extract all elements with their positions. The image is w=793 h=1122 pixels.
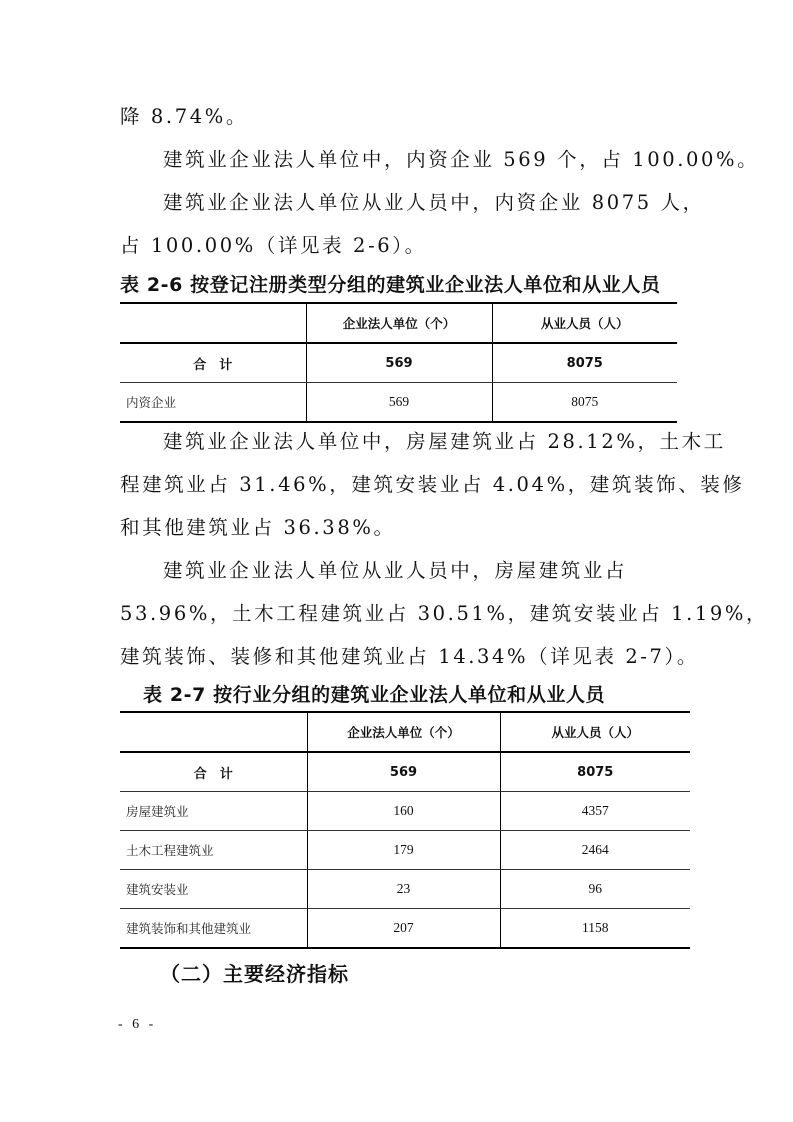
row-units: 160 [307,792,500,831]
section-heading: （二）主要经济指标 [160,962,349,986]
table-row [120,831,690,870]
header-cell-employees: 从业人员（人） [500,712,690,752]
paragraph-line: 和其他建筑业占 36.38%。 [120,516,396,539]
row-units: 569 [306,383,492,423]
table-total-row [120,343,677,383]
paragraph-line: 建筑业企业法人单位中，房屋建筑业占 28.12%，土木工 [163,430,726,453]
page-number: - 6 - [118,1017,157,1032]
paragraph-line: 降 8.74%。 [120,105,248,128]
paragraph-line: 53.96%，土木工程建筑业占 30.51%，建筑安装业占 1.19%， [120,602,769,625]
table-row [120,870,690,909]
paragraph-line: 建筑业企业法人单位从业人员中，内资企业 8075 人， [163,191,705,214]
header-cell-empty [120,303,306,343]
row-employees: 2464 [500,831,690,870]
header-cell-units: 企业法人单位（个） [306,303,492,343]
table-2-7 [120,711,690,949]
paragraph-line: 程建筑业占 31.46%，建筑安装业占 4.04%，建筑装饰、装修 [120,473,745,496]
row-units: 179 [307,831,500,870]
table-header-row [120,712,690,752]
total-units: 569 [306,343,492,383]
paragraph-line: 占 100.00%（详见表 2-6）。 [120,234,427,257]
row-label: 土木工程建筑业 [120,831,307,870]
row-employees: 4357 [500,792,690,831]
row-label: 内资企业 [120,383,306,423]
row-label: 建筑安装业 [120,870,307,909]
total-employees: 8075 [500,752,690,792]
row-label: 房屋建筑业 [120,792,307,831]
total-label: 合 计 [120,752,307,792]
row-units: 207 [307,909,500,949]
total-label: 合 计 [120,343,306,383]
table-2-6-caption: 表 2-6 按登记注册类型分组的建筑业企业法人单位和从业人员 [120,274,661,296]
table-total-row [120,752,690,792]
paragraph-line: 建筑业企业法人单位从业人员中，房屋建筑业占 [163,559,628,582]
table-2-7-caption: 表 2-7 按行业分组的建筑业企业法人单位和从业人员 [143,684,606,706]
paragraph-line: 建筑业企业法人单位中，内资企业 569 个，占 100.00%。 [163,148,760,171]
header-cell-employees: 从业人员（人） [492,303,677,343]
table-row [120,909,690,949]
paragraph-line: 建筑装饰、装修和其他建筑业占 14.34%（详见表 2-7）。 [120,645,700,668]
table-header-row [120,303,677,343]
header-cell-units: 企业法人单位（个） [307,712,500,752]
table-2-6 [120,302,677,423]
table-row [120,383,677,423]
row-employees: 96 [500,870,690,909]
header-cell-empty [120,712,307,752]
row-employees: 1158 [500,909,690,949]
total-employees: 8075 [492,343,677,383]
table-row [120,792,690,831]
total-units: 569 [307,752,500,792]
row-label: 建筑装饰和其他建筑业 [120,909,307,949]
row-units: 23 [307,870,500,909]
row-employees: 8075 [492,383,677,423]
